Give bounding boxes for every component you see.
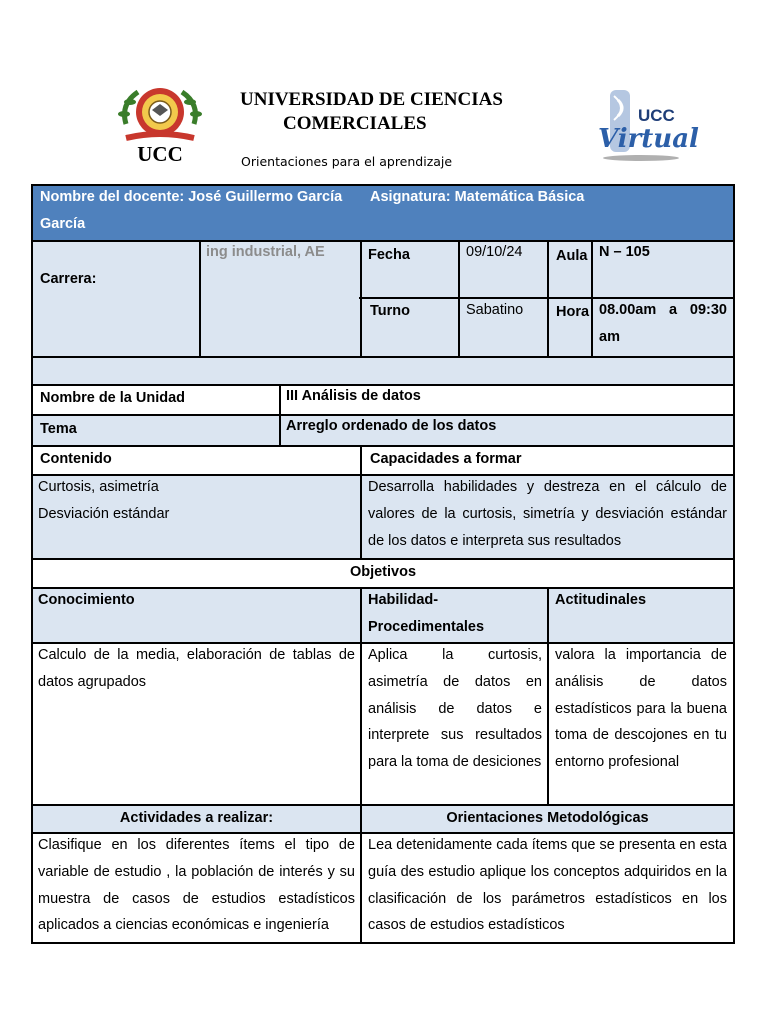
actividades-label: Actividades a realizar:: [119, 810, 274, 826]
tema-value: Arreglo ordenado de los datos: [286, 418, 497, 434]
actividades-text: Clasifique en los diferentes ítems el tipo de variable de estudio , la población de interés y su muestra de casos de estudios estadísticos aplicados a ciencias económicas e ingeniería: [38, 837, 355, 934]
aula-label: Aula: [556, 248, 588, 264]
actitudinales-label: Actitudinales: [555, 592, 647, 608]
carrera-value: ing industrial, AE: [206, 244, 325, 260]
ucc-virtual-logo: [596, 86, 699, 166]
spacer-row: [32, 357, 734, 385]
university-name-line2: COMERCIALES: [283, 113, 427, 134]
unidad-label: Nombre de la Unidad: [40, 390, 186, 406]
fecha-label: Fecha: [368, 247, 410, 263]
capacidades-label: Capacidades a formar: [370, 451, 522, 467]
hora-value: 08.00am a 09:30 am: [599, 302, 727, 345]
contenido-label: Contenido: [40, 451, 112, 467]
docente-name: Nombre del docente: José Guillermo García García: [40, 189, 343, 232]
fecha-value: 09/10/24: [466, 244, 523, 260]
hora-label: Hora: [556, 304, 590, 320]
habilidad-text: Aplica la curtosis, asimetría de datos en análisis de datos e interprete sus resultados para la toma de desiciones: [368, 647, 542, 771]
carrera-label: Carrera:: [40, 271, 97, 287]
capacidades-text: Desarrolla habilidades y destreza en el cálculo de valores de la curtosis, simetría y desviación estándar de los datos e interpreta sus resultados: [368, 479, 727, 549]
contenido-item-1: Curtosis, asimetría: [38, 479, 159, 495]
habilidad-label: Habilidad-Procedimentales: [368, 592, 485, 635]
conocimiento-label: Conocimiento: [38, 592, 135, 608]
contenido-item-2: Desviación estándar: [38, 506, 170, 522]
document-subtitle: Orientaciones para el aprendizaje: [241, 154, 453, 169]
ucc-logo: [112, 84, 208, 166]
ucc-virtual-logo-bottom: Virtual: [598, 124, 699, 154]
asignatura: Asignatura: Matemática Básica: [370, 189, 585, 205]
actitudinales-text: valora la importancia de análisis de datos estadísticos para la buena toma de descojones en tu entorno profesional: [555, 647, 727, 771]
turno-value: Sabatino: [466, 302, 524, 318]
orientaciones-text: Lea detenidamente cada ítems que se presenta en esta guía des estudio aplique los conceptos adquiridos en la clasificación de los parámetros estadísticos en los casos de estudios estadísticos: [368, 837, 727, 934]
tema-label: Tema: [40, 421, 77, 437]
conocimiento-text: Calculo de la media, elaboración de tablas de datos agrupados: [38, 647, 355, 690]
university-name-line1: UNIVERSIDAD DE CIENCIAS: [240, 89, 503, 110]
ucc-virtual-logo-top: UCC: [638, 106, 675, 125]
orientaciones-label: Orientaciones Metodológicas: [446, 810, 649, 826]
turno-label: Turno: [370, 303, 410, 319]
unidad-value: III Análisis de datos: [286, 388, 421, 404]
objetivos-title: Objetivos: [349, 564, 417, 580]
ucc-logo-text: UCC: [137, 142, 183, 166]
aula-value: N – 105: [599, 244, 650, 260]
